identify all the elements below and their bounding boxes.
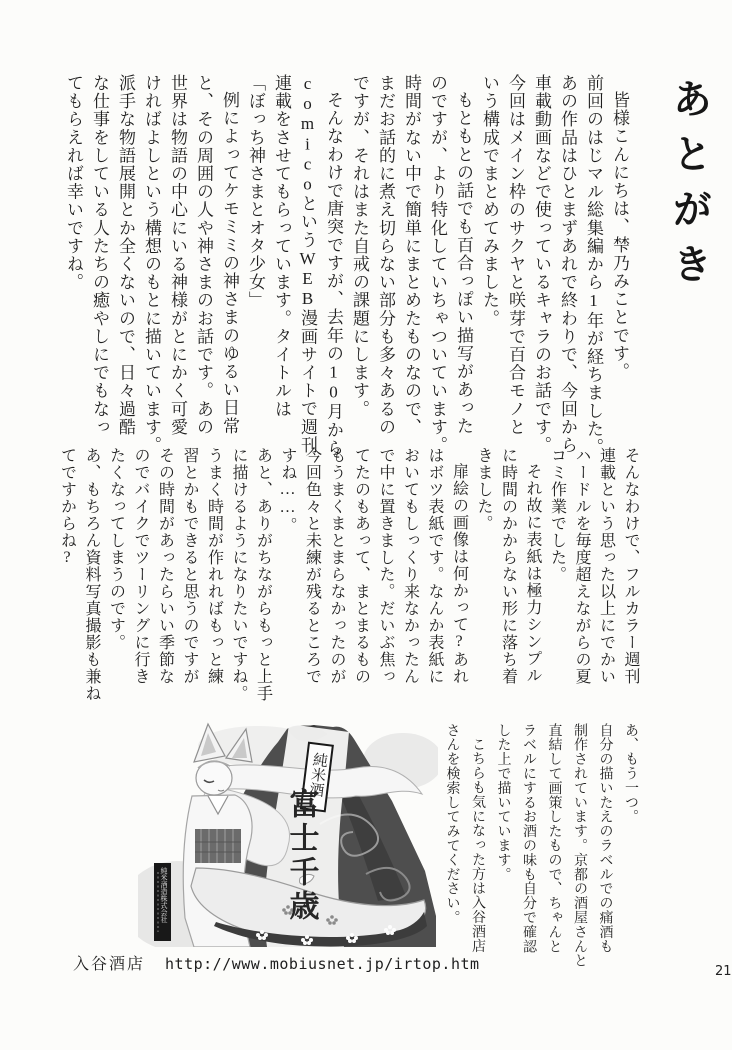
text-column: 皆様こんにちは、梺乃みことです。 [610,91,629,381]
obi-sash [195,829,241,863]
text-column: 直結して画策したもので、ちゃんと [546,723,562,954]
text-column: うまく時間が作れればもっと練 [205,447,223,685]
afterword-text-block-middle [54,447,642,727]
text-column: もともとの話でも百合っぽい描写があった [454,91,473,435]
text-column: 今回色々と未練が残るところで [303,447,321,685]
text-column: すね……。 [279,447,296,534]
text-column: そんなわけで唐突ですが、去年の10月から [324,91,343,457]
text-column: おいてもしっくり来なかったん [401,447,419,685]
text-column: まだお話的に煮え切らない部分も多々あるの [376,74,395,436]
text-column: 自分の描いたえのラベルでの痛酒も [597,723,613,954]
text-column: あ、もう一つ。 [623,723,638,824]
afterword-text-block-bottom [438,723,643,971]
text-column: その時間があったらいい季節な [156,447,174,685]
text-column: に描けるようになりたいですね。 [230,447,247,702]
footer-caption [73,951,480,974]
text-column: たくなってしまうのです。 [107,447,125,651]
text-column: 派手な物語展開とか全くないので、日々過酷 [116,74,135,436]
text-column: な仕事をしている人たちの癒やしにでもなっ [90,74,109,436]
text-column: あの作品はひとまずあれで終わりで、今回から [558,74,577,455]
text-column: 今回はメイン枠のサクヤと咲芽で百合モノと [506,74,525,436]
text-column: 制作されています。京都の酒屋さんと [572,723,587,968]
text-column: のでバイクでツーリングに行き [132,447,149,685]
sake-name-calligraphy: 富士千歳 [284,788,318,924]
sake-label-illustration [138,716,438,947]
text-column: 習とかもできると思うのですが [181,447,198,685]
text-column: ければよしという構想のもとに描いています。 [142,74,161,455]
text-column: 時間がない中で簡単にまとめたものなので、 [402,74,421,436]
text-column: 例によってケモミミの神さまのゆるい日常 [220,91,239,435]
page-number: 21 [715,964,732,979]
text-column: comicoというWEB漫画サイトで週刊 [298,74,317,454]
afterword-text-block-top [58,74,632,474]
text-column: こちらも気になった方は入谷酒店 [470,737,485,953]
text-column: さんを検索してみてください。 [444,723,460,925]
text-column: てたのもあって、まとまるもの [352,447,370,685]
text-column: きました。 [475,447,492,532]
text-column: と、その周囲の人や神さまのお話です。あの [194,74,213,436]
text-column: はボツ表紙です。なんか表紙に [426,447,443,685]
maker-label-text: 純米酒造株式会社 [160,867,168,923]
text-column: ですが、それはまた自戒の課題にします。 [350,74,369,418]
text-column: そんなわけで、フルカラー週刊 [622,447,639,685]
text-column: 前回のはじマル総集編から1年が経ちました。 [584,74,603,457]
text-column: に時間のかからない形に落ち着 [499,447,517,685]
text-column: 車載動画などで使っているキャラのお話です。 [532,74,551,455]
text-column: もうまくまとまらなかったのが [328,447,345,685]
shop-name: 入谷酒店 [73,954,146,973]
text-column: 扉絵の画像は何かって?あれ [450,463,468,685]
page-title: あとがき [667,78,712,298]
text-column: いう構成でまとめてみました。 [480,74,499,328]
text-column: 「ぼっち神さまとオタ少女」 [246,74,265,310]
maker-label-strip [154,863,171,941]
shop-url: http://www.mobiusnet.jp/irtop.htm [165,955,480,973]
text-column: ハードルを毎度超えながらの夏 [573,447,590,685]
text-column: で中に置きました。だいぶ焦っ [377,447,394,685]
text-column: 連載をさせてもらっています。タイトルは [272,74,291,418]
text-column: 連載という思った以上にでかい [597,447,615,685]
text-column: てですからね? [58,447,76,567]
text-column: それ故に表紙は極力シンプル [524,463,541,684]
text-column: した上で描いています。 [495,723,511,882]
text-column: コミ作業でした。 [548,447,566,583]
text-column: あと、ありがちながらもっと上手 [254,447,272,702]
text-column: てもらえれば幸いですね。 [64,74,83,292]
text-column: ラベルにするお酒の味も自分で確認 [521,723,536,954]
text-column: 世界は物語の中心にいる神様がとにかく可愛 [168,74,187,436]
text-column: あ、もちろん資料写真撮影も兼ね [83,447,100,702]
sake-grade-label: 純米酒 [306,751,328,798]
text-column: のですが、より特化していちゃついています。 [428,74,447,455]
